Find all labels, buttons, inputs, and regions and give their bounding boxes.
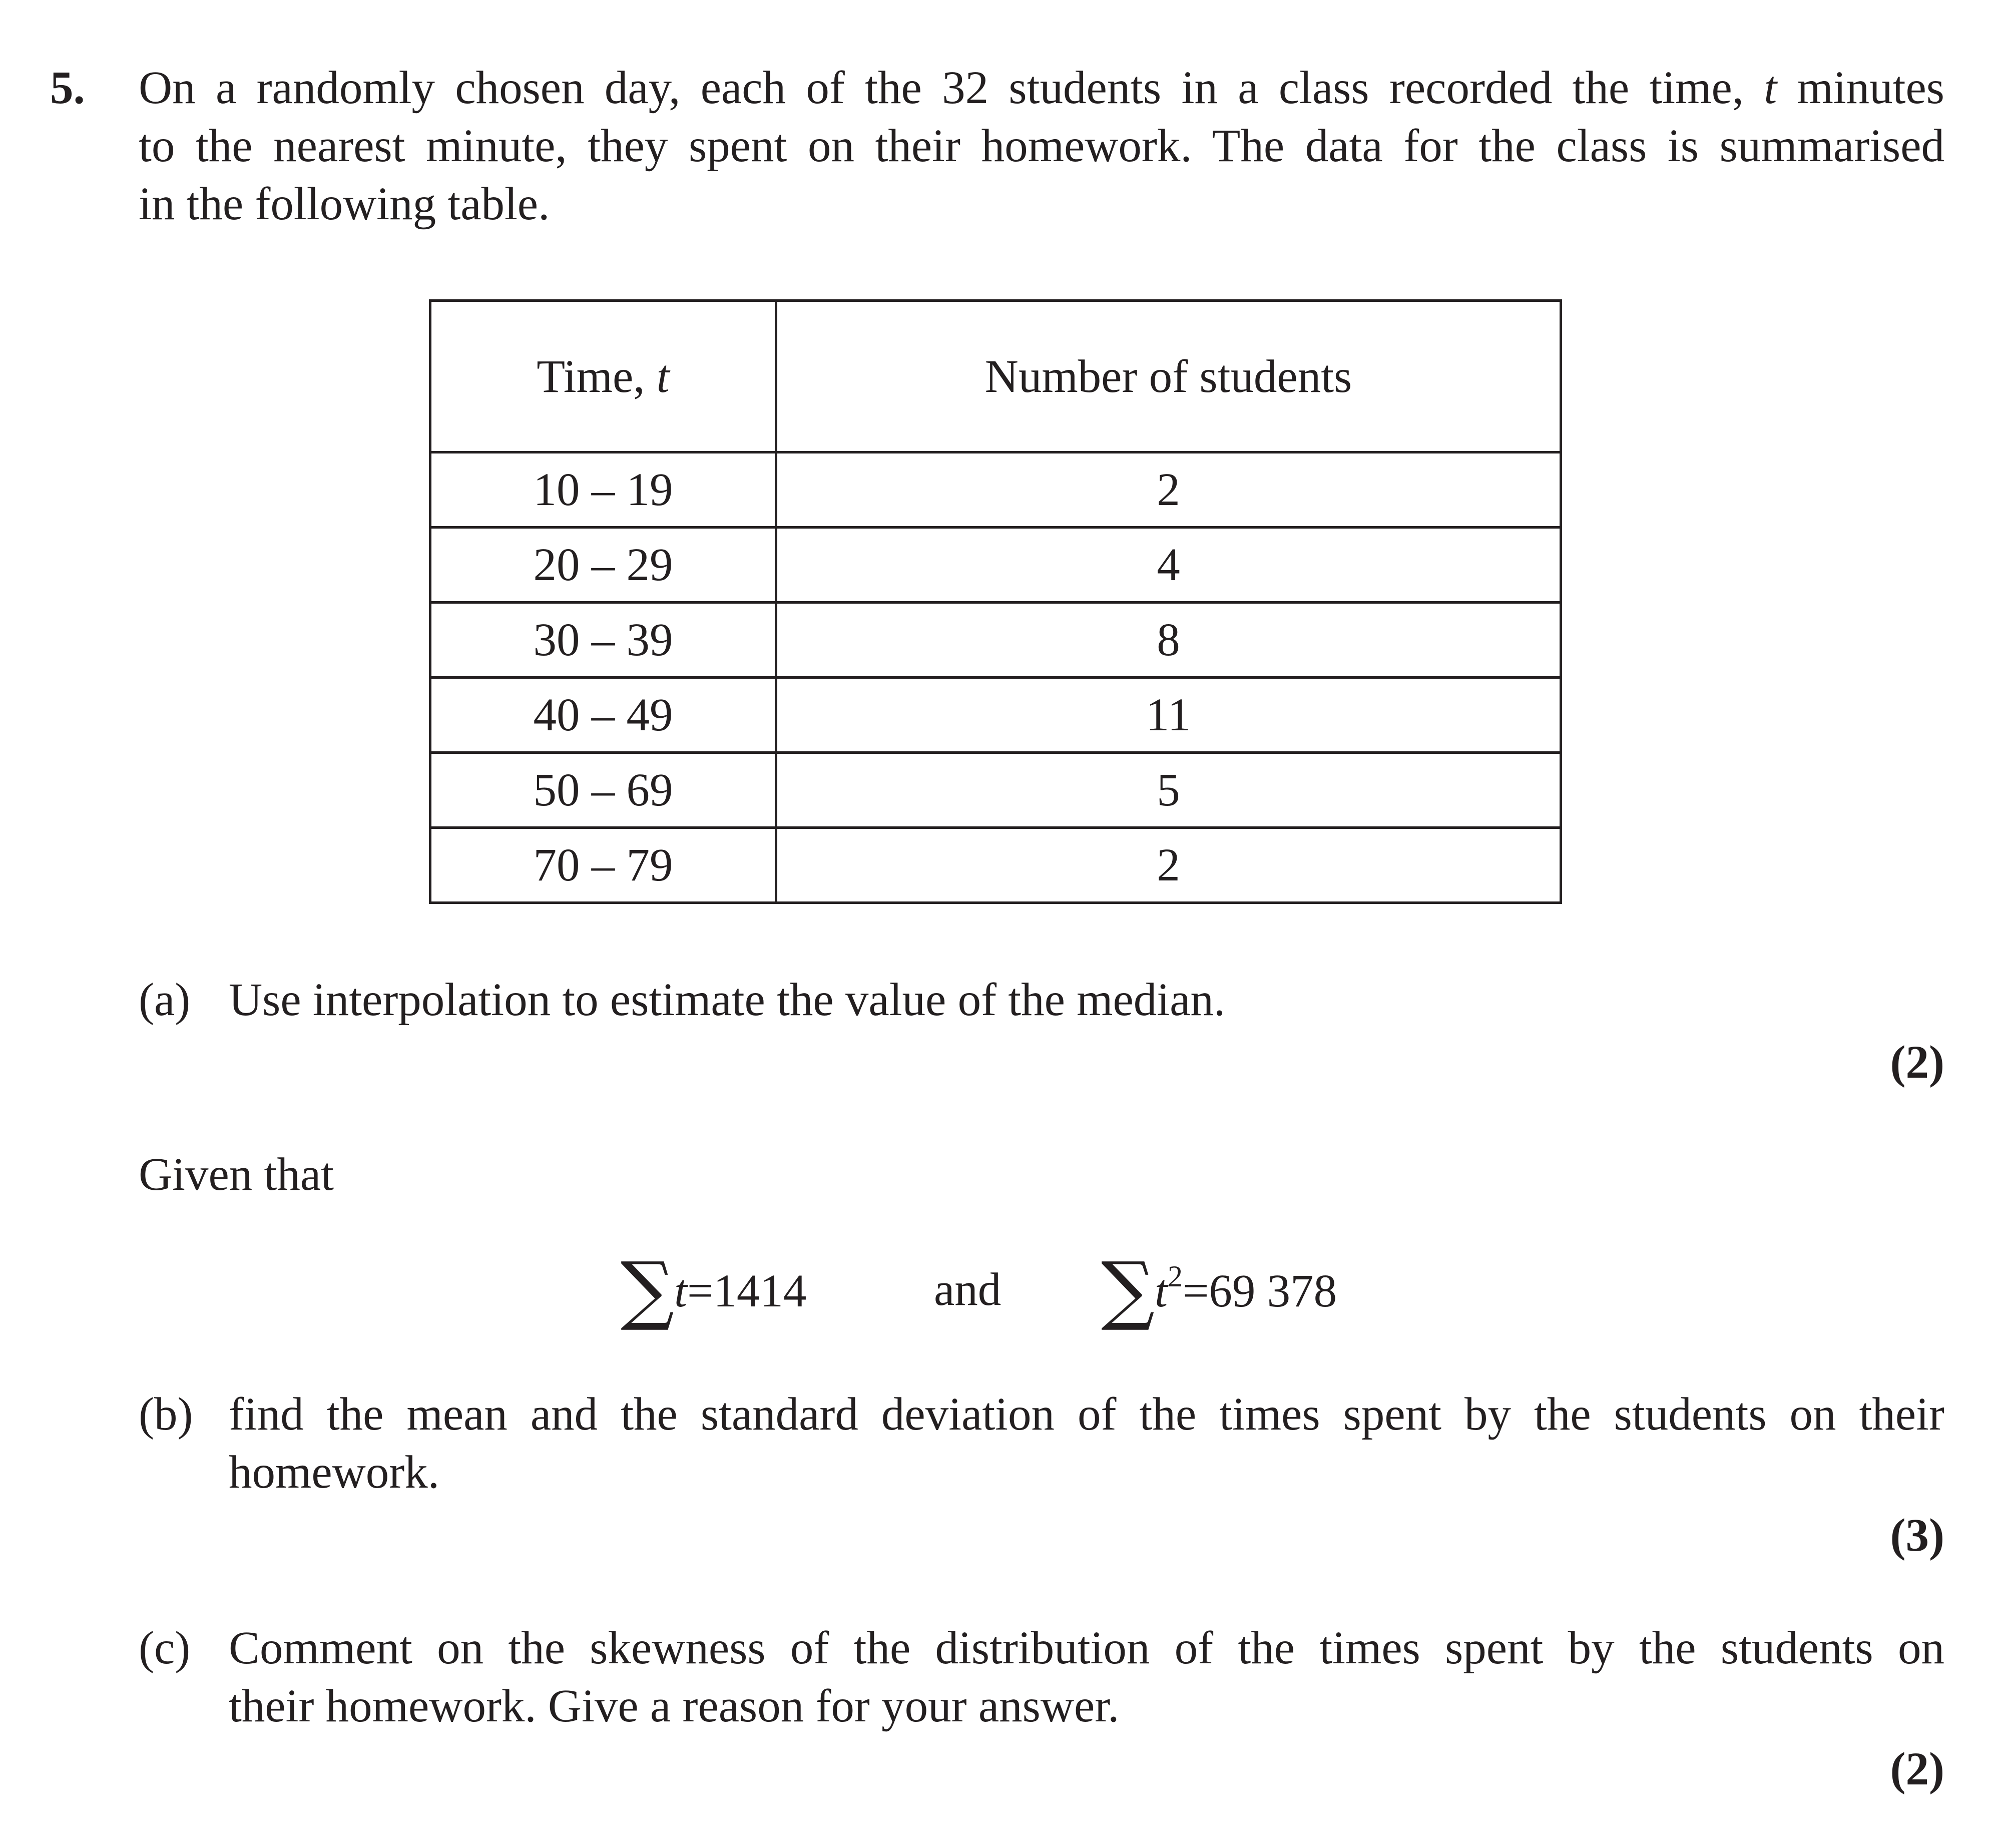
table-row bbox=[430, 678, 1561, 753]
cell-time: 70 – 79 bbox=[430, 828, 776, 903]
part-b-marks: (3) bbox=[1890, 1510, 1944, 1561]
header-time-label: Time, bbox=[537, 350, 657, 402]
sigma-symbol: ∑ bbox=[621, 1246, 675, 1333]
cell-students: 5 bbox=[776, 753, 1561, 828]
part-b-label: (b) bbox=[139, 1389, 193, 1440]
sigma-symbol: ∑ bbox=[1101, 1246, 1155, 1333]
header-time bbox=[430, 301, 776, 452]
question-number: 5. bbox=[50, 62, 85, 114]
sum-t-value: =1414 bbox=[687, 1265, 807, 1317]
cell-time: 50 – 69 bbox=[430, 753, 776, 828]
cell-time: 10 – 19 bbox=[430, 452, 776, 528]
given-that-text: Given that bbox=[139, 1149, 334, 1200]
part-b-line-2: homework. bbox=[229, 1447, 439, 1498]
intro-line-1 bbox=[139, 59, 1944, 117]
table-row bbox=[430, 753, 1561, 828]
cell-students: 8 bbox=[776, 603, 1561, 678]
table-row bbox=[430, 528, 1561, 603]
part-a-line: Use interpolation to estimate the value of the median. bbox=[229, 974, 1226, 1026]
part-c-line-2: their homework. Give a reason for your answer. bbox=[229, 1680, 1120, 1732]
part-c-text bbox=[229, 1619, 1944, 1735]
intro-text: On a randomly chosen day, each of the 32 students in a class recorded the time, bbox=[139, 62, 1764, 114]
cell-time: 20 – 29 bbox=[430, 528, 776, 603]
part-c-label: (c) bbox=[139, 1622, 191, 1674]
part-a-text bbox=[229, 971, 1944, 1029]
sum-t-squared-formula bbox=[1101, 1246, 1337, 1333]
cell-students: 11 bbox=[776, 678, 1561, 753]
header-students: Number of students bbox=[776, 301, 1561, 452]
part-a-label: (a) bbox=[139, 974, 191, 1026]
part-b-text bbox=[229, 1385, 1944, 1502]
table-row bbox=[430, 603, 1561, 678]
table-header-row bbox=[430, 301, 1561, 452]
cell-students: 2 bbox=[776, 452, 1561, 528]
intro-line-3: in the following table. bbox=[139, 178, 550, 230]
part-b-line-1: find the mean and the standard deviation of the times spent by the students on their bbox=[229, 1389, 1944, 1440]
exponent: 2 bbox=[1167, 1260, 1183, 1293]
part-c-line-1: Comment on the skewness of the distribution of the times spent by the students on bbox=[229, 1622, 1944, 1674]
intro-text: minutes bbox=[1777, 62, 1944, 114]
question-intro bbox=[139, 59, 1944, 233]
and-text: and bbox=[934, 1264, 1002, 1315]
cell-time: 30 – 39 bbox=[430, 603, 776, 678]
cell-students: 4 bbox=[776, 528, 1561, 603]
variable-t: t bbox=[1764, 62, 1777, 114]
intro-line-2: to the nearest minute, they spent on their homework. The data for the class is summarised bbox=[139, 120, 1944, 172]
header-time-var: t bbox=[656, 350, 670, 402]
table-row bbox=[430, 828, 1561, 903]
cell-time: 40 – 49 bbox=[430, 678, 776, 753]
cell-students: 2 bbox=[776, 828, 1561, 903]
table-row bbox=[430, 452, 1561, 528]
sum-t-squared-value: =69 378 bbox=[1182, 1265, 1337, 1317]
part-a-marks: (2) bbox=[1890, 1037, 1944, 1088]
formula-variable: t bbox=[674, 1265, 687, 1317]
part-c-marks: (2) bbox=[1890, 1743, 1944, 1795]
frequency-table bbox=[429, 299, 1562, 904]
sum-t-formula bbox=[621, 1246, 807, 1333]
formula-variable: t bbox=[1155, 1265, 1168, 1317]
